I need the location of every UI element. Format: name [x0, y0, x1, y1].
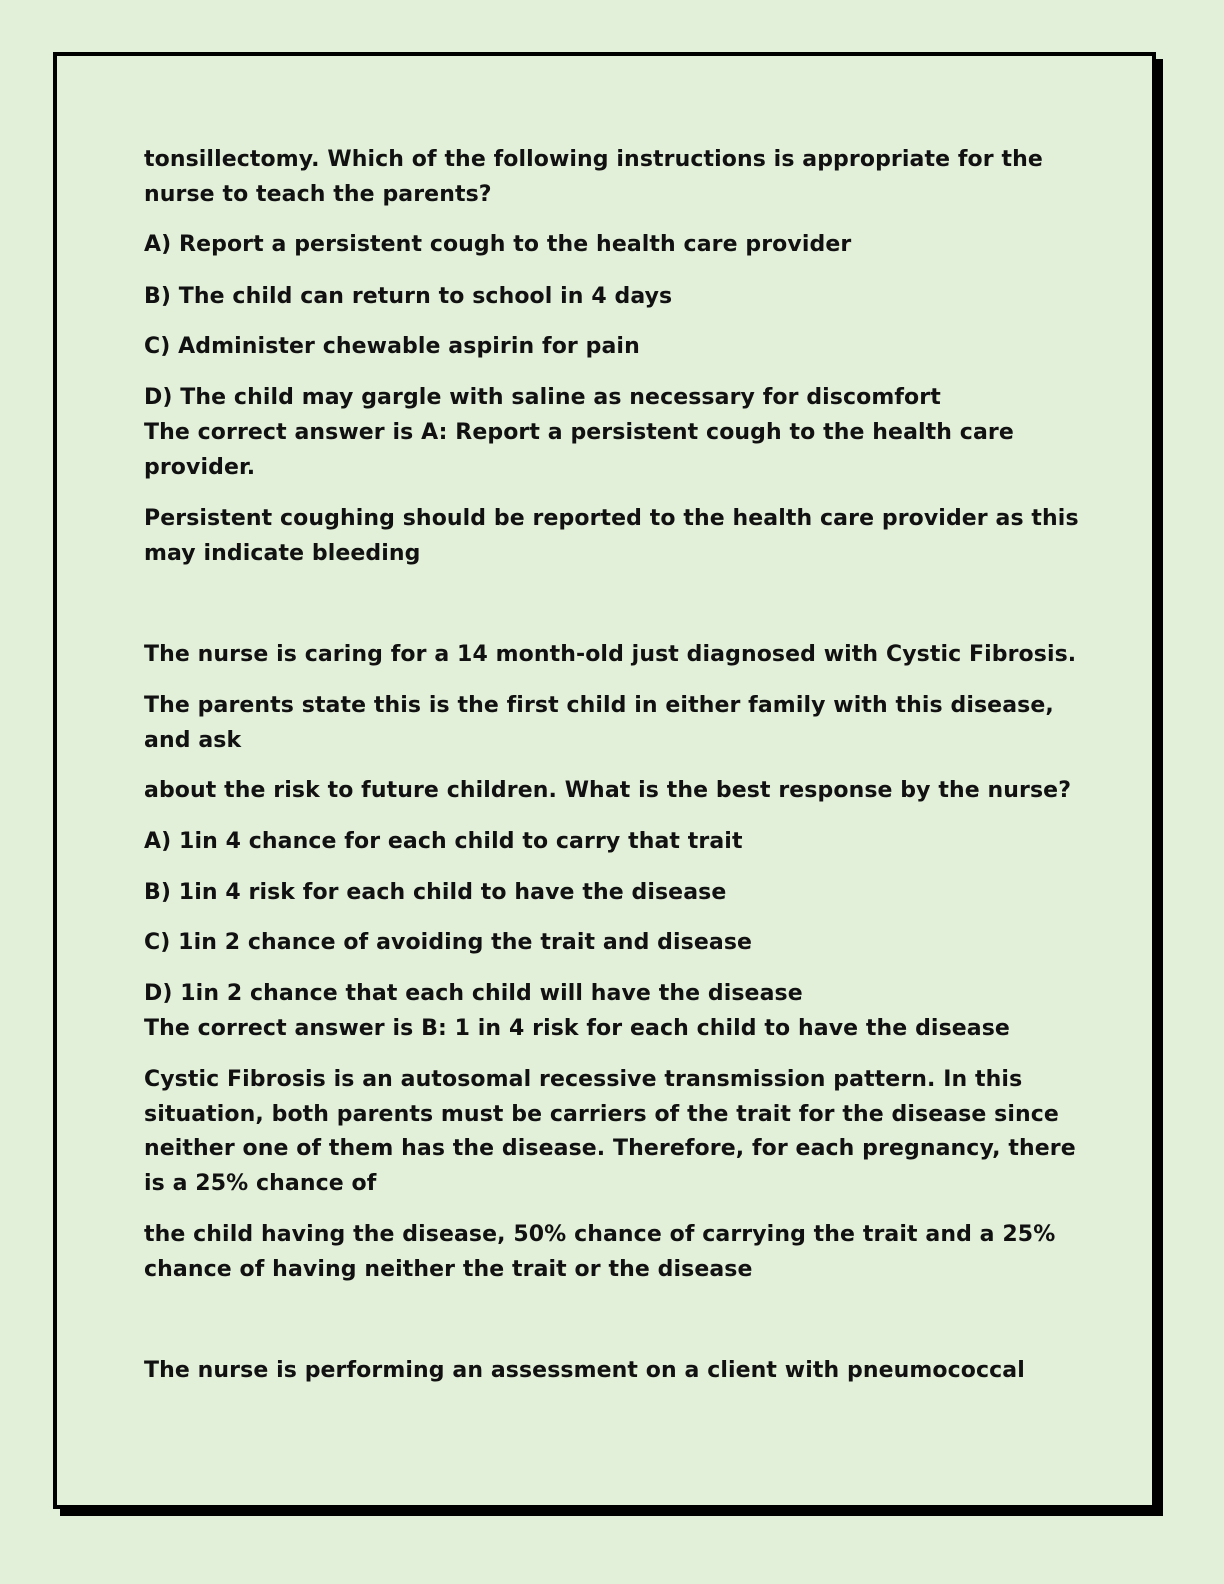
q2-rationale-line-3: neither one of them has the disease. Therefore, for each pregnancy, there — [144, 1136, 1076, 1161]
q2-rationale-line-2: situation, both parents must be carriers of the trait for the disease since — [144, 1102, 1059, 1127]
q2-rationale-line-5: the child having the disease, 50% chance of carrying the trait and a 25% — [144, 1222, 1056, 1247]
q1-option-a: A) Report a persistent cough to the health care provider — [144, 232, 852, 257]
q2-stem-line-3: and ask — [144, 728, 242, 753]
q2-option-b: B) 1in 4 risk for each child to have the disease — [144, 880, 727, 905]
q1-answer-line-2: provider. — [144, 455, 256, 480]
q2-rationale-line-1: Cystic Fibrosis is an autosomal recessive transmission pattern. In this — [144, 1067, 1023, 1092]
q1-option-d: D) The child may gargle with saline as necessary for discomfort — [144, 385, 941, 410]
q1-stem-line-1: tonsillectomy. Which of the following instructions is appropriate for the — [144, 147, 1043, 172]
q1-answer-line-1: The correct answer is A: Report a persistent cough to the health care — [144, 420, 1014, 445]
q3-stem-line-1: The nurse is performing an assessment on a client with pneumococcal — [144, 1358, 1025, 1383]
q2-stem-line-1: The nurse is caring for a 14 month-old just diagnosed with Cystic Fibrosis. — [144, 642, 1077, 667]
q2-option-c: C) 1in 2 chance of avoiding the trait and disease — [144, 930, 753, 955]
q2-rationale-line-4: is a 25% chance of — [144, 1171, 377, 1196]
q1-option-c: C) Administer chewable aspirin for pain — [144, 334, 640, 359]
q1-rationale-line-1: Persistent coughing should be reported to the health care provider as this — [144, 506, 1079, 531]
q1-stem-line-2: nurse to teach the parents? — [144, 182, 492, 207]
q2-rationale-line-6: chance of having neither the trait or the disease — [144, 1257, 753, 1282]
q1-option-b: B) The child can return to school in 4 days — [144, 284, 673, 309]
q2-stem-line-4: about the risk to future children. What is the best response by the nurse? — [144, 778, 1072, 803]
q2-answer-line-1: The correct answer is B: 1 in 4 risk for each child to have the disease — [144, 1016, 1010, 1041]
q1-rationale-line-2: may indicate bleeding — [144, 541, 421, 566]
q2-option-a: A) 1in 4 chance for each child to carry that trait — [144, 829, 743, 854]
q2-option-d: D) 1in 2 chance that each child will have the disease — [144, 981, 803, 1006]
q2-stem-line-2: The parents state this is the first child in either family with this disease, — [144, 693, 1054, 718]
